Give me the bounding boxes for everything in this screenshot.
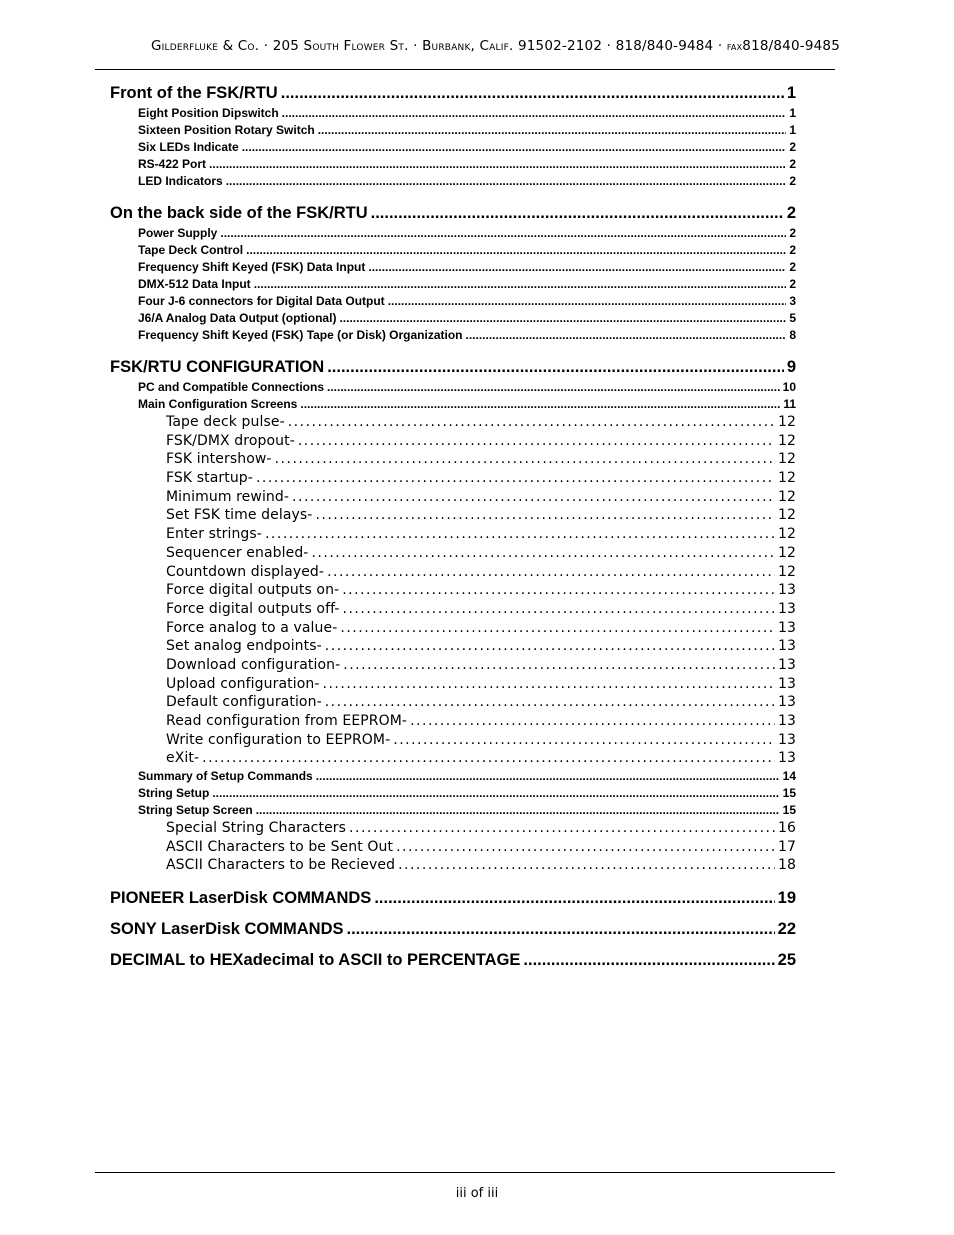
dot-leader xyxy=(388,293,787,310)
toc-entry[interactable] xyxy=(110,122,796,139)
toc-entry-title: Minimum rewind- xyxy=(166,488,290,505)
footer-rule xyxy=(95,1172,835,1173)
toc-entry-title: Main Configuration Screens xyxy=(138,397,298,411)
toc-entry-page: 13 xyxy=(777,638,796,655)
toc-entry[interactable] xyxy=(110,488,796,507)
toc-entry[interactable] xyxy=(110,856,796,875)
toc-entry[interactable] xyxy=(110,506,796,525)
dot-leader xyxy=(209,156,786,173)
dot-leader xyxy=(242,139,787,156)
toc-entry-page: 13 xyxy=(777,694,796,711)
toc-entry-title: Frequency Shift Keyed (FSK) Data Input xyxy=(138,260,366,274)
toc-entry[interactable] xyxy=(110,918,796,941)
dot-leader xyxy=(288,413,775,432)
toc-entry[interactable] xyxy=(110,105,796,122)
toc-entry[interactable] xyxy=(110,544,796,563)
toc-entry-title: ASCII Characters to be Recieved xyxy=(166,857,396,874)
toc-entry[interactable] xyxy=(110,637,796,656)
toc-entry-page: 12 xyxy=(777,544,796,561)
toc-entry[interactable] xyxy=(110,675,796,694)
toc-entry[interactable] xyxy=(110,327,796,344)
toc-entry-title: String Setup Screen xyxy=(138,803,253,818)
dot-leader xyxy=(327,379,780,396)
toc-entry[interactable] xyxy=(110,712,796,731)
toc-entry-page: 11 xyxy=(783,397,796,411)
toc-entry-page: 2 xyxy=(786,204,796,222)
toc-entry[interactable] xyxy=(110,619,796,638)
dot-leader xyxy=(374,887,774,910)
city-zip: Burbank, Calif. 91502-2102 xyxy=(422,38,603,54)
dot-leader xyxy=(212,785,779,802)
header-rule xyxy=(95,69,835,70)
toc-entry[interactable] xyxy=(110,82,796,105)
dot-leader xyxy=(342,581,775,600)
toc-entry-page: 13 xyxy=(777,731,796,748)
page-number: iii of iii xyxy=(455,1186,499,1201)
toc-entry-page: 2 xyxy=(789,260,796,274)
toc-entry-page: 13 xyxy=(777,656,796,673)
toc-entry-page: 1 xyxy=(786,84,796,102)
dot-leader xyxy=(254,276,787,293)
header-separator: · xyxy=(717,38,723,54)
toc-entry-title: J6/A Analog Data Output (optional) xyxy=(138,311,337,325)
toc-entry-title: FSK intershow- xyxy=(166,451,272,468)
header-separator: · xyxy=(263,38,269,54)
header-separator: · xyxy=(606,38,612,54)
toc-entry-page: 8 xyxy=(789,328,796,342)
toc-entry-title: PC and Compatible Connections xyxy=(138,380,325,394)
dot-leader xyxy=(349,819,775,838)
toc-entry[interactable] xyxy=(110,379,796,396)
toc-entry[interactable] xyxy=(110,949,796,972)
toc-entry[interactable] xyxy=(110,396,796,413)
toc-entry-title: Summary of Setup Commands xyxy=(138,769,313,784)
toc-entry-page: 13 xyxy=(777,713,796,729)
toc-entry[interactable] xyxy=(110,432,796,451)
dot-leader xyxy=(316,768,780,785)
toc-entry-title: FSK/DMX dropout- xyxy=(166,432,295,449)
toc-entry-page: 16 xyxy=(777,820,796,837)
dot-leader xyxy=(300,396,780,413)
dot-leader xyxy=(393,731,775,750)
toc-entry-title: PIONEER LaserDisk COMMANDS xyxy=(110,889,372,908)
toc-entry[interactable] xyxy=(110,693,796,712)
dot-leader xyxy=(220,225,786,242)
toc-entry-page: 12 xyxy=(777,563,796,580)
dot-leader xyxy=(339,310,786,327)
toc-entry-page: 2 xyxy=(789,277,796,291)
toc-entry-page: 3 xyxy=(789,294,796,308)
toc-entry[interactable] xyxy=(110,656,796,675)
toc-entry-title: Front of the FSK/RTU xyxy=(110,84,278,102)
dot-leader xyxy=(327,563,775,582)
dot-leader xyxy=(523,949,774,972)
toc-entry-page: 1 xyxy=(789,123,796,137)
toc-entry-page: 2 xyxy=(789,243,796,257)
dot-leader xyxy=(325,637,775,656)
toc-entry-page: 13 xyxy=(777,750,796,767)
dot-leader xyxy=(368,259,786,276)
toc-entry-title: Enter strings- xyxy=(166,526,262,543)
toc-entry-title: FSK startup- xyxy=(166,470,253,487)
dot-leader xyxy=(347,918,775,941)
toc-entry-title: LED Indicators xyxy=(138,174,223,188)
header-separator: · xyxy=(413,38,418,54)
dot-leader xyxy=(265,525,775,544)
dot-leader xyxy=(340,619,775,638)
toc-entry-title: On the back side of the FSK/RTU xyxy=(110,204,368,222)
page-footer xyxy=(0,1186,954,1201)
dot-leader xyxy=(281,82,784,105)
dot-leader xyxy=(256,469,775,488)
toc-entry-page: 13 xyxy=(777,619,796,636)
toc-entry-title: Power Supply xyxy=(138,226,218,240)
toc-entry[interactable] xyxy=(110,242,796,259)
toc-entry-page: 9 xyxy=(786,358,796,376)
dot-leader xyxy=(325,693,775,712)
toc-entry-title: Special String Characters xyxy=(166,820,347,837)
toc-entry-title: Eight Position Dipswitch xyxy=(138,106,279,120)
toc-entry-title: ASCII Characters to be Sent Out xyxy=(166,838,394,855)
toc-entry-title: Frequency Shift Keyed (FSK) Tape (or Disk) Organization xyxy=(138,328,463,342)
toc-entry[interactable] xyxy=(110,563,796,582)
dot-leader xyxy=(343,600,775,619)
toc-entry[interactable] xyxy=(110,276,796,293)
toc-entry-title: Countdown displayed- xyxy=(166,563,325,580)
street-address: 205 South Flower St. xyxy=(272,38,409,54)
toc-entry[interactable] xyxy=(110,310,796,327)
fax-label: fax xyxy=(726,39,743,53)
dot-leader xyxy=(315,506,775,525)
toc-entry-page: 2 xyxy=(789,174,796,188)
toc-entry-title: RS-422 Port xyxy=(138,157,207,171)
toc-entry-page: 19 xyxy=(777,889,796,908)
toc-entry[interactable] xyxy=(110,838,796,857)
toc-entry[interactable] xyxy=(110,749,796,768)
toc-entry-page: 2 xyxy=(789,140,796,154)
toc-entry-page: 12 xyxy=(777,432,796,449)
toc-entry[interactable] xyxy=(110,139,796,156)
dot-leader xyxy=(226,173,787,190)
toc-entry[interactable] xyxy=(110,202,796,225)
toc-entry-page: 14 xyxy=(782,769,796,784)
phone-number: 818/840-9484 xyxy=(615,38,714,54)
toc-entry-page: 13 xyxy=(777,675,796,692)
toc-entry[interactable] xyxy=(110,785,796,802)
toc-entry[interactable] xyxy=(110,156,796,173)
toc-entry-page: 12 xyxy=(777,451,796,468)
toc-entry-page: 12 xyxy=(777,526,796,543)
toc-entry-page: 12 xyxy=(777,414,796,430)
toc-entry-title: eXit- xyxy=(166,750,200,767)
toc-entry-page: 12 xyxy=(777,470,796,487)
toc-entry[interactable] xyxy=(110,173,796,190)
dot-leader xyxy=(343,656,775,675)
toc-entry[interactable] xyxy=(110,887,796,910)
toc-entry-title: Default configuration- xyxy=(166,694,322,711)
toc-entry[interactable] xyxy=(110,802,796,819)
dot-leader xyxy=(246,242,786,259)
table-of-contents xyxy=(110,82,796,972)
dot-leader xyxy=(318,122,787,139)
dot-leader xyxy=(398,856,775,875)
toc-entry-page: 12 xyxy=(777,488,796,505)
toc-entry-title: Force digital outputs off- xyxy=(166,600,340,617)
toc-entry[interactable] xyxy=(110,356,796,379)
toc-entry[interactable] xyxy=(110,293,796,310)
toc-entry-title: FSK/RTU CONFIGURATION xyxy=(110,358,325,376)
toc-entry-title: Tape Deck Control xyxy=(138,243,244,257)
dot-leader xyxy=(396,838,775,857)
toc-entry-page: 2 xyxy=(789,157,796,171)
toc-entry-title: Six LEDs Indicate xyxy=(138,140,239,154)
toc-entry-title: Set FSK time delays- xyxy=(166,507,313,524)
toc-entry-title: Sequencer enabled- xyxy=(166,544,309,561)
toc-entry[interactable] xyxy=(110,600,796,619)
dot-leader xyxy=(327,356,784,379)
toc-entry[interactable] xyxy=(110,259,796,276)
toc-entry[interactable] xyxy=(110,768,796,785)
toc-entry-page: 22 xyxy=(777,920,796,939)
dot-leader xyxy=(466,327,787,344)
toc-entry-title: DECIMAL to HEXadecimal to ASCII to PERCENTAGE xyxy=(110,951,521,970)
dot-leader xyxy=(298,432,775,451)
dot-leader xyxy=(256,802,780,819)
toc-entry-title: Tape deck pulse- xyxy=(166,414,285,430)
toc-entry[interactable] xyxy=(110,225,796,242)
toc-entry-page: 13 xyxy=(777,600,796,617)
toc-entry-title: Upload configuration- xyxy=(166,675,320,692)
toc-entry-title: Read configuration from EEPROM- xyxy=(166,713,408,729)
toc-entry-title: Four J-6 connectors for Digital Data Output xyxy=(138,294,385,308)
toc-entry[interactable] xyxy=(110,469,796,488)
dot-leader xyxy=(282,105,787,122)
toc-entry-title: Force analog to a value- xyxy=(166,619,338,636)
toc-entry-page: 13 xyxy=(777,582,796,599)
toc-entry-page: 5 xyxy=(789,311,796,325)
toc-entry-title: Sixteen Position Rotary Switch xyxy=(138,123,315,137)
toc-entry-page: 12 xyxy=(777,507,796,524)
toc-entry-title: Write configuration to EEPROM- xyxy=(166,731,391,748)
toc-entry[interactable] xyxy=(110,450,796,469)
toc-entry[interactable] xyxy=(110,819,796,838)
toc-entry-title: DMX-512 Data Input xyxy=(138,277,251,291)
dot-leader xyxy=(292,488,775,507)
page-header xyxy=(0,38,840,54)
dot-leader xyxy=(410,712,775,731)
toc-entry-page: 25 xyxy=(777,951,796,970)
toc-entry-title: Set analog endpoints- xyxy=(166,638,322,655)
toc-entry-title: Download configuration- xyxy=(166,656,341,673)
toc-entry[interactable] xyxy=(110,525,796,544)
toc-entry-title: SONY LaserDisk COMMANDS xyxy=(110,920,344,939)
dot-leader xyxy=(202,749,775,768)
company-name: Gilderfluke & Co. xyxy=(150,38,260,54)
toc-entry-page: 18 xyxy=(777,857,796,874)
toc-entry-page: 10 xyxy=(782,380,796,394)
dot-leader xyxy=(275,450,775,469)
toc-entry[interactable] xyxy=(110,581,796,600)
toc-entry-page: 15 xyxy=(782,803,796,818)
toc-entry[interactable] xyxy=(110,413,796,432)
toc-entry-page: 1 xyxy=(789,106,796,120)
toc-entry[interactable] xyxy=(110,731,796,750)
dot-leader xyxy=(371,202,784,225)
toc-entry-title: Force digital outputs on- xyxy=(166,582,340,599)
fax-number: 818/840-9485 xyxy=(742,38,840,54)
toc-entry-title: String Setup xyxy=(138,786,210,801)
toc-entry-page: 2 xyxy=(789,226,796,240)
dot-leader xyxy=(323,675,775,694)
toc-entry-page: 15 xyxy=(782,786,796,801)
dot-leader xyxy=(311,544,775,563)
toc-entry-page: 17 xyxy=(777,838,796,855)
